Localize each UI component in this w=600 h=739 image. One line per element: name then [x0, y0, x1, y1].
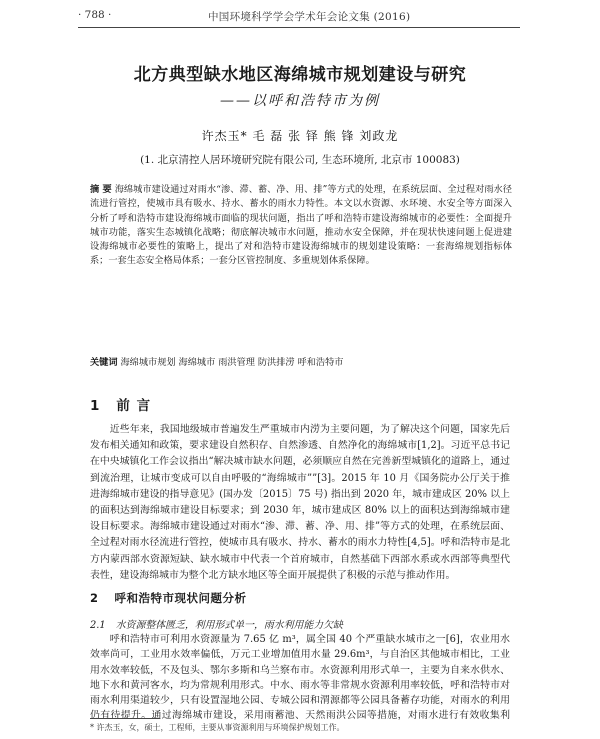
affiliation: (1. 北京清控人居环境研究院有限公司, 生态环境所, 北京市 100083)	[140, 154, 460, 166]
subsection-heading-2-1	[90, 617, 343, 631]
section-1-body: 近些年来，我国地级城市普遍发生严重城市内涝为主要问题，为了解决这个问题，国家先后发布相关通知和政策，要求建设自然积存、自然渗透、自然净化的海绵城市[1,2]。习近平总书记在中央城镇化工作会议指出“解决城市缺水问题，必须顺应自然在完善新型城镇化的道路上，通过到流治理，让城市变成可以自由呼吸的“海绵城市””[3]。2015 年 10 月《国务院办公厅关于推进海绵城市建设的指导意见》(国办发〔2015〕75 号) 指出到 2020 年，城市建成区 20% 以上的面积达到海绵城市建设目标要求；到 2030 年，城市建成区 80% 以上的面积达到海绵城市建设目标要求。海绵城市建设通过对雨水“渗、滞、蓄、净、用、排”等方式的处理，在系统层面、全过程对雨水径流进行管控，使城市具有吸水、持水、蓄水的雨水力特性[4,5]。呼和浩特市是北方内蒙西部水资源短缺、缺水城市中代表一个首府城市，自然基础下西部水系或水西部等典型代表性，建设海绵城市为整个北方缺水地区等全面开展提供了积极的示范与推动作用。	[90, 424, 510, 581]
paper-subtitle: ——以呼和浩特市为例	[220, 93, 380, 109]
subsection-number: 2.1	[90, 620, 106, 631]
abstract-label: 摘 要	[90, 184, 112, 195]
footnote: * 许杰玉，女，硕士，工程师，主要从事资源利用与环境保护规划工作。	[90, 723, 345, 732]
keywords	[90, 356, 512, 370]
section-number: 2	[90, 591, 99, 605]
section-heading-2	[90, 590, 247, 606]
footnote-rule	[90, 718, 160, 719]
section-title: 呼和浩特市现状问题分析	[114, 591, 247, 605]
page-number: · 788 ·	[78, 9, 112, 21]
abstract-text: 海绵城市建设通过对雨水“渗、滞、蓄、净、用、排”等方式的处理，在系统层面、全过程对雨水径流进行管控，使城市具有吸水、持水、蓄水的雨水力特性。本文以水资源、水环境、水安全等方面深入分析了呼和浩特市建设海绵城市面临的现状问题，指出了呼和浩特市建设海绵城市的必要性：全面提升城市功能，落实生态城镇化战略；彻底解决城市水问题，推动水安全保障，并在现状快速问题上促进建设海绵城市必要性的策略上，提出了对和浩特市建设海绵城市的规划建设策略：一套海绵规划指标体系；一套生态安全格局体系；一套分区管控制度、多重规划体系保障。	[90, 184, 512, 267]
header-rule	[78, 27, 520, 28]
keywords-text: 海绵城市规划 海绵城市 雨洪管理 防洪排涝 呼和浩特市	[120, 357, 344, 368]
section-heading-1	[90, 394, 151, 414]
section-title: 前 言	[116, 398, 152, 414]
journal-name: 中国环境科学学会学术年会论文集 (2016)	[208, 11, 411, 23]
running-header	[78, 9, 520, 25]
subsection-title: 水资源整体匮乏，利用形式单一，雨水利用能力欠缺	[115, 620, 343, 631]
section-2-1-body: 呼和浩特市可利用水资源量为 7.65 亿 m³，属全国 40 个严重缺水城市之一[6]，农业用水效率尚可，工业用水效率偏低，万元工业增加值用水量 29.6m³，与自治区其他城市相比，工业用水效率较低，不及包头、鄂尔多斯和乌兰察布市。水资源利用形式单一，主要为自来水供水、地下水和黄河客水，均为常规利用形式。中水、雨水等非常规水资源利用率较低，呼和浩特市对雨水利用渠道较少，只有设置湿地公园、专城公园和渭源都等公园具备蓄存功能，对雨水的利用仍有待提升。通过海绵城市建设，采用雨蓄池、天然雨洪公园等措施，对雨水进行有效收集利	[90, 634, 510, 722]
keywords-label: 关键词	[90, 357, 118, 368]
author-list: 许杰玉* 毛 磊 张 铎 熊 锋 刘政龙	[201, 129, 399, 143]
section-number: 1	[90, 398, 101, 414]
paper-title: 北方典型缺水地区海绵城市规划建设与研究	[133, 65, 467, 85]
abstract	[90, 183, 512, 269]
